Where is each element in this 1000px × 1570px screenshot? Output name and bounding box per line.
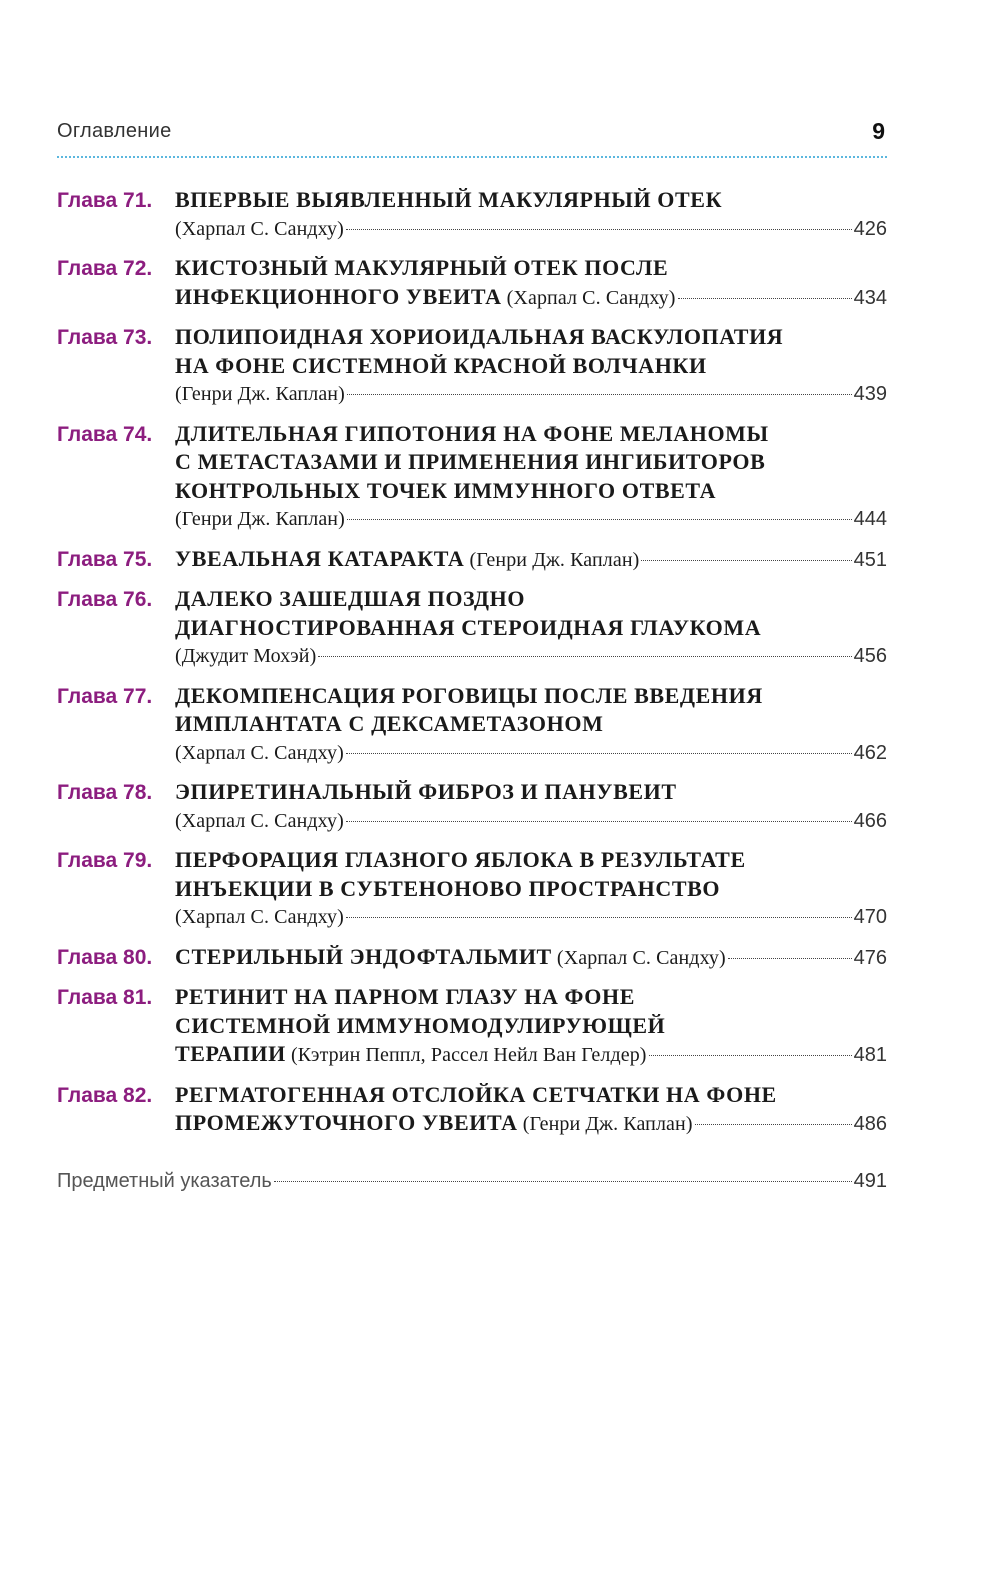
index-label: Предметный указатель [57,1170,272,1192]
entry-body [175,943,887,973]
chapter-number: Глава 74. [57,422,153,446]
dot-leader [695,1124,852,1125]
page-ref: 462 [853,741,887,764]
chapter-title-line: НА ФОНЕ СИСТЕМНОЙ КРАСНОЙ ВОЛЧАНКИ [175,352,707,378]
chapter-number: Глава 71. [57,189,153,212]
chapter-title-line: КИСТОЗНЫЙ МАКУЛЯРНЫЙ ОТЕК ПОСЛЕ [175,255,669,280]
chapter-title-line: ДЕКОМПЕНСАЦИЯ РОГОВИЦЫ ПОСЛЕ ВВЕДЕНИЯ [175,682,763,708]
chapter-author: (Генри Дж. Каплан) [175,383,345,405]
leader-line [175,642,887,671]
index-page-ref: 491 [853,1170,887,1192]
page-ref: 456 [853,645,887,667]
dot-leader [649,1055,852,1056]
entry-body [175,682,887,768]
chapter-title-line: ПРОМЕЖУТОЧНОГО УВЕИТА [175,1110,518,1135]
chapter-title-line: УВЕАЛЬНАЯ КАТАРАКТА [175,545,465,571]
toc-entry-index[interactable] [57,1170,887,1193]
chapter-author: (Кэтрин Пеппл, Рассел Нейл Ван Гелдер) [285,1044,647,1066]
chapter-number: Глава 78. [57,781,153,804]
leader-line [175,505,887,534]
chapter-author: (Генри Дж. Каплан) [517,1113,693,1135]
leader-line [175,545,887,575]
chapter-title-line: СТЕРИЛЬНЫЙ ЭНДОФТАЛЬМИТ [175,943,552,969]
chapter-title-line: ЭПИРЕТИНАЛЬНЫЙ ФИБРОЗ И ПАНУВЕИТ [175,779,677,804]
page-ref: 466 [853,809,887,832]
dot-leader [678,298,852,299]
entry-body [175,983,887,1070]
toc-entry[interactable] [57,1081,887,1139]
toc-entry[interactable] [57,943,887,973]
chapter-title-line: ПЕРФОРАЦИЯ ГЛАЗНОГО ЯБЛОКА В РЕЗУЛЬТАТЕ [175,847,746,872]
dot-leader [346,229,852,230]
header-divider [57,156,887,158]
leader-line [175,1040,887,1070]
chapter-number: Глава 80. [57,945,153,969]
leader-line [175,283,887,313]
dot-leader [347,519,852,520]
toc-entry[interactable] [57,323,887,409]
dot-leader [728,958,852,959]
running-header [57,118,887,148]
chapter-title-line: ИНЪЕКЦИИ В СУБТЕНОНОВО ПРОСТРАНСТВО [175,875,721,901]
page-ref: 481 [853,1044,887,1066]
entry-body [175,420,887,534]
toc-entry[interactable] [57,778,887,835]
entry-body [175,1081,887,1139]
page-ref: 426 [853,217,887,240]
toc-entry[interactable] [57,420,887,534]
toc-entry[interactable] [57,585,887,671]
chapter-author: (Харпал С. Сандху) [175,809,344,832]
chapter-author: (Генри Дж. Каплан) [175,508,345,530]
page-ref: 444 [853,508,887,530]
chapter-number: Глава 73. [57,326,153,349]
chapter-title-line: КОНТРОЛЬНЫХ ТОЧЕК ИММУННОГО ОТВЕТА [175,477,717,503]
chapter-author: (Харпал С. Сандху) [551,946,726,969]
chapter-author: (Джудит Мохэй) [175,645,317,667]
dot-leader [641,560,851,561]
dot-leader [318,656,851,657]
chapter-title-line: ТЕРАПИИ [175,1041,286,1066]
entry-body [175,323,887,409]
chapter-author: (Харпал С. Сандху) [175,906,344,928]
chapter-number: Глава 76. [57,588,153,611]
dot-leader [346,753,852,754]
toc-entry[interactable] [57,254,887,312]
chapter-author: (Харпал С. Сандху) [501,286,676,309]
entry-body [175,254,887,312]
leader-line [175,943,887,973]
leader-line [175,807,887,836]
page-ref: 486 [853,1113,887,1135]
chapter-title-line: РЕГМАТОГЕННАЯ ОТСЛОЙКА СЕТЧАТКИ НА ФОНЕ [175,1081,777,1107]
page-ref: 470 [853,906,887,928]
chapter-number: Глава 77. [57,684,153,708]
page-number: 9 [872,118,885,144]
chapter-title-line: ДАЛЕКО ЗАШЕДШАЯ ПОЗДНО [175,586,526,611]
chapter-number: Глава 82. [57,1083,153,1107]
entry-body [175,846,887,932]
leader-line [175,903,887,932]
leader-line [175,1109,887,1139]
page-ref: 476 [853,946,887,969]
chapter-author: (Харпал С. Сандху) [175,741,344,764]
dot-leader [346,821,852,822]
chapter-title-line: СИСТЕМНОЙ ИММУНОМОДУЛИРУЮЩЕЙ [175,1012,666,1038]
page-ref: 439 [853,383,887,405]
chapter-title-line: ПОЛИПОИДНАЯ ХОРИОИДАЛЬНАЯ ВАСКУЛОПАТИЯ [175,324,784,349]
toc-entry[interactable] [57,186,887,243]
chapter-number: Глава 79. [57,849,153,872]
leader-line [175,215,887,244]
page-ref: 434 [853,286,887,309]
chapter-number: Глава 72. [57,257,153,280]
chapter-title-line: ИНФЕКЦИОННОГО УВЕИТА [175,283,502,309]
toc-entry[interactable] [57,682,887,768]
chapter-title-line: РЕТИНИТ НА ПАРНОМ ГЛАЗУ НА ФОНЕ [175,984,636,1009]
dot-leader [346,917,852,918]
entry-body [175,186,887,243]
chapter-title-line: ДИАГНОСТИРОВАННАЯ СТЕРОИДНАЯ ГЛАУКОМА [175,614,762,640]
chapter-number: Глава 75. [57,547,153,571]
entry-body [175,585,887,671]
entry-body [175,545,887,575]
chapter-title-line: ДЛИТЕЛЬНАЯ ГИПОТОНИЯ НА ФОНЕ МЕЛАНОМЫ [175,420,769,446]
chapter-author: (Генри Дж. Каплан) [464,548,640,571]
chapter-title-line: С МЕТАСТАЗАМИ И ПРИМЕНЕНИЯ ИНГИБИТОРОВ [175,449,766,474]
table-of-contents [57,186,887,1150]
chapter-title-line: ВПЕРВЫЕ ВЫЯВЛЕННЫЙ МАКУЛЯРНЫЙ ОТЕК [175,187,723,212]
leader-line [175,739,887,768]
toc-entry[interactable] [57,983,887,1070]
chapter-author: (Харпал С. Сандху) [175,217,344,240]
chapter-title-line: ИМПЛАНТАТА С ДЕКСАМЕТАЗОНОМ [175,711,604,736]
toc-entry[interactable] [57,545,887,575]
dot-leader [347,394,852,395]
dot-leader [274,1181,852,1182]
leader-line [175,380,887,409]
toc-entry[interactable] [57,846,887,932]
page-ref: 451 [853,548,887,571]
chapter-number: Глава 81. [57,986,153,1009]
section-title: Оглавление [57,120,172,142]
entry-body [175,778,887,835]
